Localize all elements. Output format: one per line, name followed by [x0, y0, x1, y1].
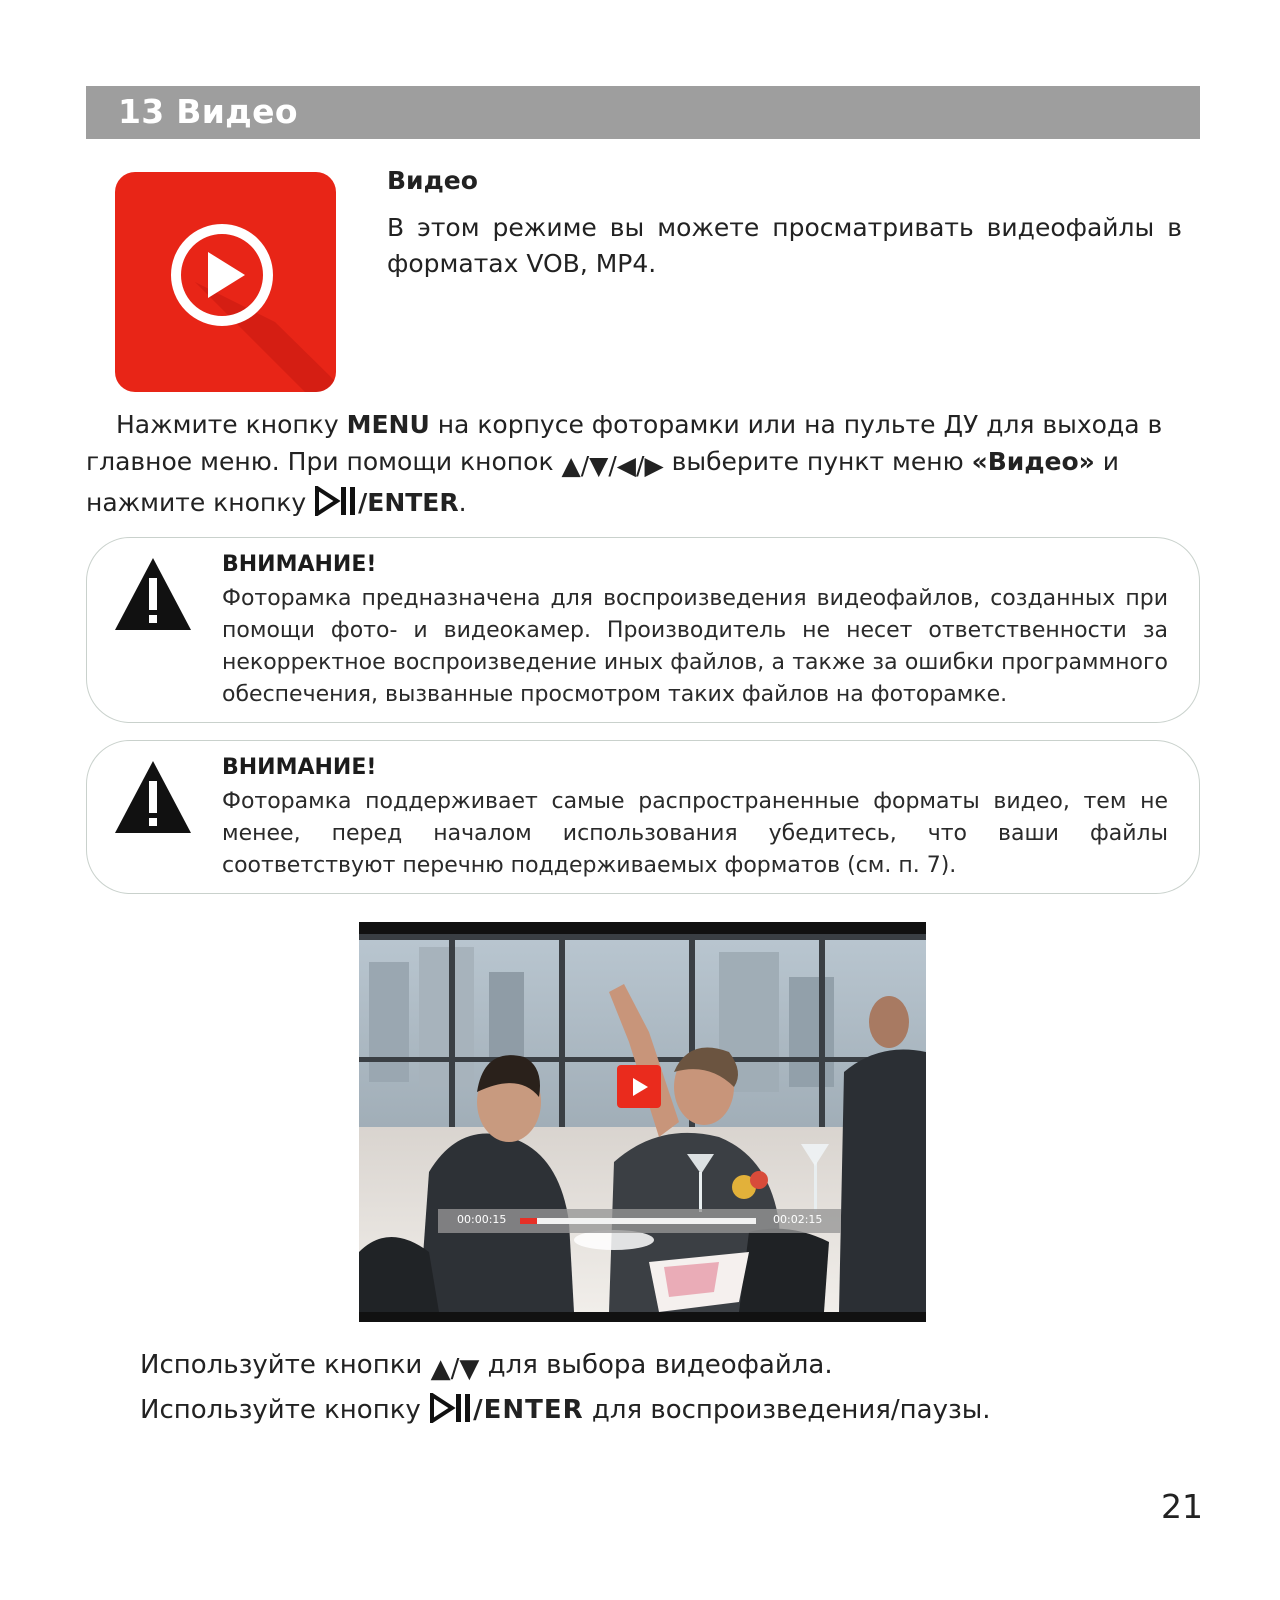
footer-line-play	[140, 1393, 991, 1430]
instruction-text-1: Нажмите кнопку	[116, 410, 347, 439]
total-time: 00:02:15	[773, 1213, 823, 1226]
current-time: 00:00:15	[457, 1213, 507, 1226]
play-pause-icon	[314, 486, 358, 526]
instruction-end: .	[458, 488, 467, 517]
video-play-button[interactable]	[617, 1065, 661, 1108]
intro-heading: Видео	[387, 166, 478, 195]
footer-text-1b: для выбора видеофайла.	[479, 1350, 833, 1380]
nav-arrows: ▲/▼/◀/▶	[561, 451, 664, 480]
instruction-text-3: выберите пункт меню	[663, 447, 972, 476]
menu-button-label: MENU	[346, 410, 430, 439]
playback-progress-panel	[438, 1209, 841, 1233]
page-number: 21	[1161, 1487, 1203, 1526]
footer-text-2b: для воспроизведения/паузы.	[583, 1395, 991, 1425]
warning-text: Фоторамка предназначена для воспроизведения видеофайлов, созданных при помощи фото- и видеокамер. Производитель не несет ответственности за некорректное воспроизведение иных файлов, а также за ошибки программного обеспечения, вызванные просмотром таких файлов на фоторамке.	[222, 586, 1168, 707]
warning-icon	[113, 554, 193, 638]
warning-icon	[113, 757, 193, 841]
enter-button-label: /ENTER	[358, 488, 459, 517]
instruction-text-4: и нажмите кнопку	[86, 447, 1119, 517]
video-frame-image	[359, 922, 926, 1322]
warning-box	[86, 537, 1200, 723]
instruction-paragraph	[86, 406, 1200, 526]
footer-text-2a: Используйте кнопку	[140, 1395, 430, 1425]
footer-text-1a: Используйте кнопки	[140, 1350, 431, 1380]
footer-line-select	[140, 1350, 833, 1384]
warning-title: ВНИМАНИЕ!	[222, 755, 377, 780]
up-down-arrows: ▲/▼	[430, 1354, 480, 1384]
progress-fill	[520, 1218, 537, 1224]
play-pause-icon	[429, 1393, 473, 1430]
progress-bar[interactable]	[520, 1218, 756, 1224]
video-player-icon	[115, 172, 336, 392]
section-title: 13 Видео	[118, 92, 298, 131]
warning-box	[86, 740, 1200, 894]
menu-item-label: «Видео»	[971, 447, 1095, 476]
intro-text: В этом режиме вы можете просматривать видеофайлы в форматах VOB, MP4.	[387, 213, 1182, 278]
warning-title: ВНИМАНИЕ!	[222, 552, 377, 577]
warning-text: Фоторамка поддерживает самые распространенные форматы видео, тем не менее, перед началом использования убедитесь, что ваши файлы соответствуют перечню поддерживаемых форматов (см. п. 7).	[222, 789, 1168, 878]
section-header	[86, 86, 1200, 139]
enter-button-label: /ENTER	[473, 1395, 584, 1425]
video-player-screen	[359, 922, 926, 1322]
instruction-text-2: на корпусе фоторамки или на пульте ДУ для выхода в главное меню. При помощи кнопок	[86, 410, 1163, 476]
